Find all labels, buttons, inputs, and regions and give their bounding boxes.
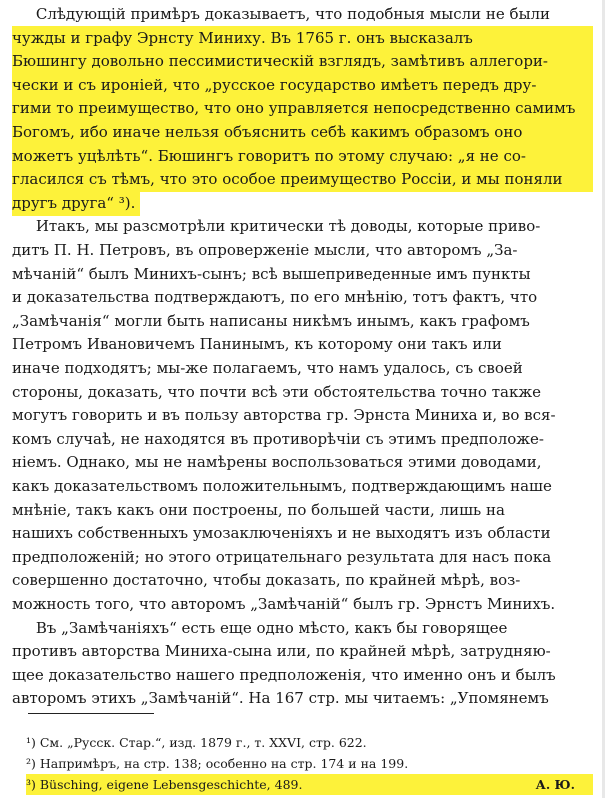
body-line: „Замѣчанія“ могли быть написаны никѣмъ инымъ, какъ графомъ [12, 311, 530, 330]
footnote-text: ¹) См. „Русск. Стар.“, изд. 1879 г., т. XXVI, стр. 622. [26, 735, 367, 750]
footnote [26, 753, 593, 774]
body-line: совершенно достаточно, чтобы доказать, по крайней мѣрѣ, воз- [12, 571, 521, 590]
body-line: чужды и графу Эрнсту Миниху. Въ 1765 г. онъ высказалъ [12, 26, 593, 51]
body-line: Въ „Замѣчаніяхъ“ есть еще одно мѣсто, какъ бы говорящее [12, 618, 508, 637]
body-line: щее доказательство нашего предположенія, что именно онъ и былъ [12, 665, 556, 684]
body-line: можетъ уцѣлѣть“. Бюшингъ говоритъ по этому случаю: „я не со- [12, 144, 593, 169]
body-line: дитъ П. Н. Петровъ, въ опроверженіе мысли, что авторомъ „За- [12, 241, 518, 259]
body-line: могутъ говорить и въ пользу авторства гр. Эрнста Миниха и, во вся- [12, 406, 556, 425]
footnote-text: ²) Напримѣръ, на стр. 138; особенно на стр. 174 и на 199. [26, 756, 409, 771]
footnote-divider [28, 713, 154, 714]
body-line: мнѣніе, такъ какъ они построены, по большей части, лишь на [12, 500, 505, 519]
body-line: гласился съ тѣмъ, что это особое преимущество Россіи, и мы поняли [12, 167, 593, 192]
body-line: ніемъ. Однако, мы не намѣрены воспользоваться этими доводами, [12, 453, 542, 472]
body-line: противъ авторства Миниха-сына или, по крайней мѣрѣ, затрудняю- [12, 642, 551, 661]
body-line: мѣчаній“ былъ Минихъ-сынъ; всѣ вышеприведенные имъ пункты [12, 264, 531, 283]
body-line: Петромъ Ивановичемъ Панинымъ, къ которому они такъ или [12, 335, 502, 354]
body-line: другъ друга“ ³). [12, 191, 140, 216]
body-line: можность того, что авторомъ „Замѣчаній“ былъ гр. Эрнстъ Минихъ. [12, 595, 556, 613]
footnote-text: ³) Büsching, eigene Lebensgeschichte, 489. [26, 777, 303, 792]
body-line: предположеній; но этого отрицательнаго результата для насъ пока [12, 547, 552, 566]
body-line: стороны, доказать, что почти всѣ эти обстоятельства точно также [12, 382, 542, 401]
body-line: Слѣдующій примѣръ доказываетъ, что подобныя мысли не были [12, 5, 551, 23]
footnote [26, 774, 593, 795]
body-line: Богомъ, ибо иначе нельзя объяснить себѣ какимъ образомъ оно [12, 120, 593, 145]
footnote [26, 732, 593, 753]
body-line: Итакъ, мы разсмотрѣли критически тѣ доводы, которые приво- [12, 217, 541, 236]
body-line: какъ доказательствомъ положительнымъ, подтверждающимъ наше [12, 477, 552, 495]
body-line: нашихъ собственныхъ умозаключеніяхъ и не выходятъ изъ области [12, 524, 551, 543]
body-line: гими то преимущество, что оно управляется непосредственно самимъ [12, 96, 593, 121]
body-line: Бюшингу довольно пессимистическій взглядъ, замѣтивъ аллегори- [12, 49, 593, 74]
body-line: комъ случаѣ, не находятся въ противорѣчіи съ этимъ предположе- [12, 429, 545, 448]
signature: А. Ю. [535, 777, 575, 792]
body-line: иначе подходятъ; мы-же полагаемъ, что намъ удалось, съ своей [12, 359, 523, 377]
body-line: авторомъ этихъ „Замѣчаній“. На 167 стр. мы читаемъ: „Упомянемъ [12, 689, 549, 708]
body-line: и доказательства подтверждаютъ, по его мнѣнію, тотъ фактъ, что [12, 288, 538, 307]
body-line: чески и съ ироніей, что „русское государство имѣетъ передъ дру- [12, 73, 593, 98]
